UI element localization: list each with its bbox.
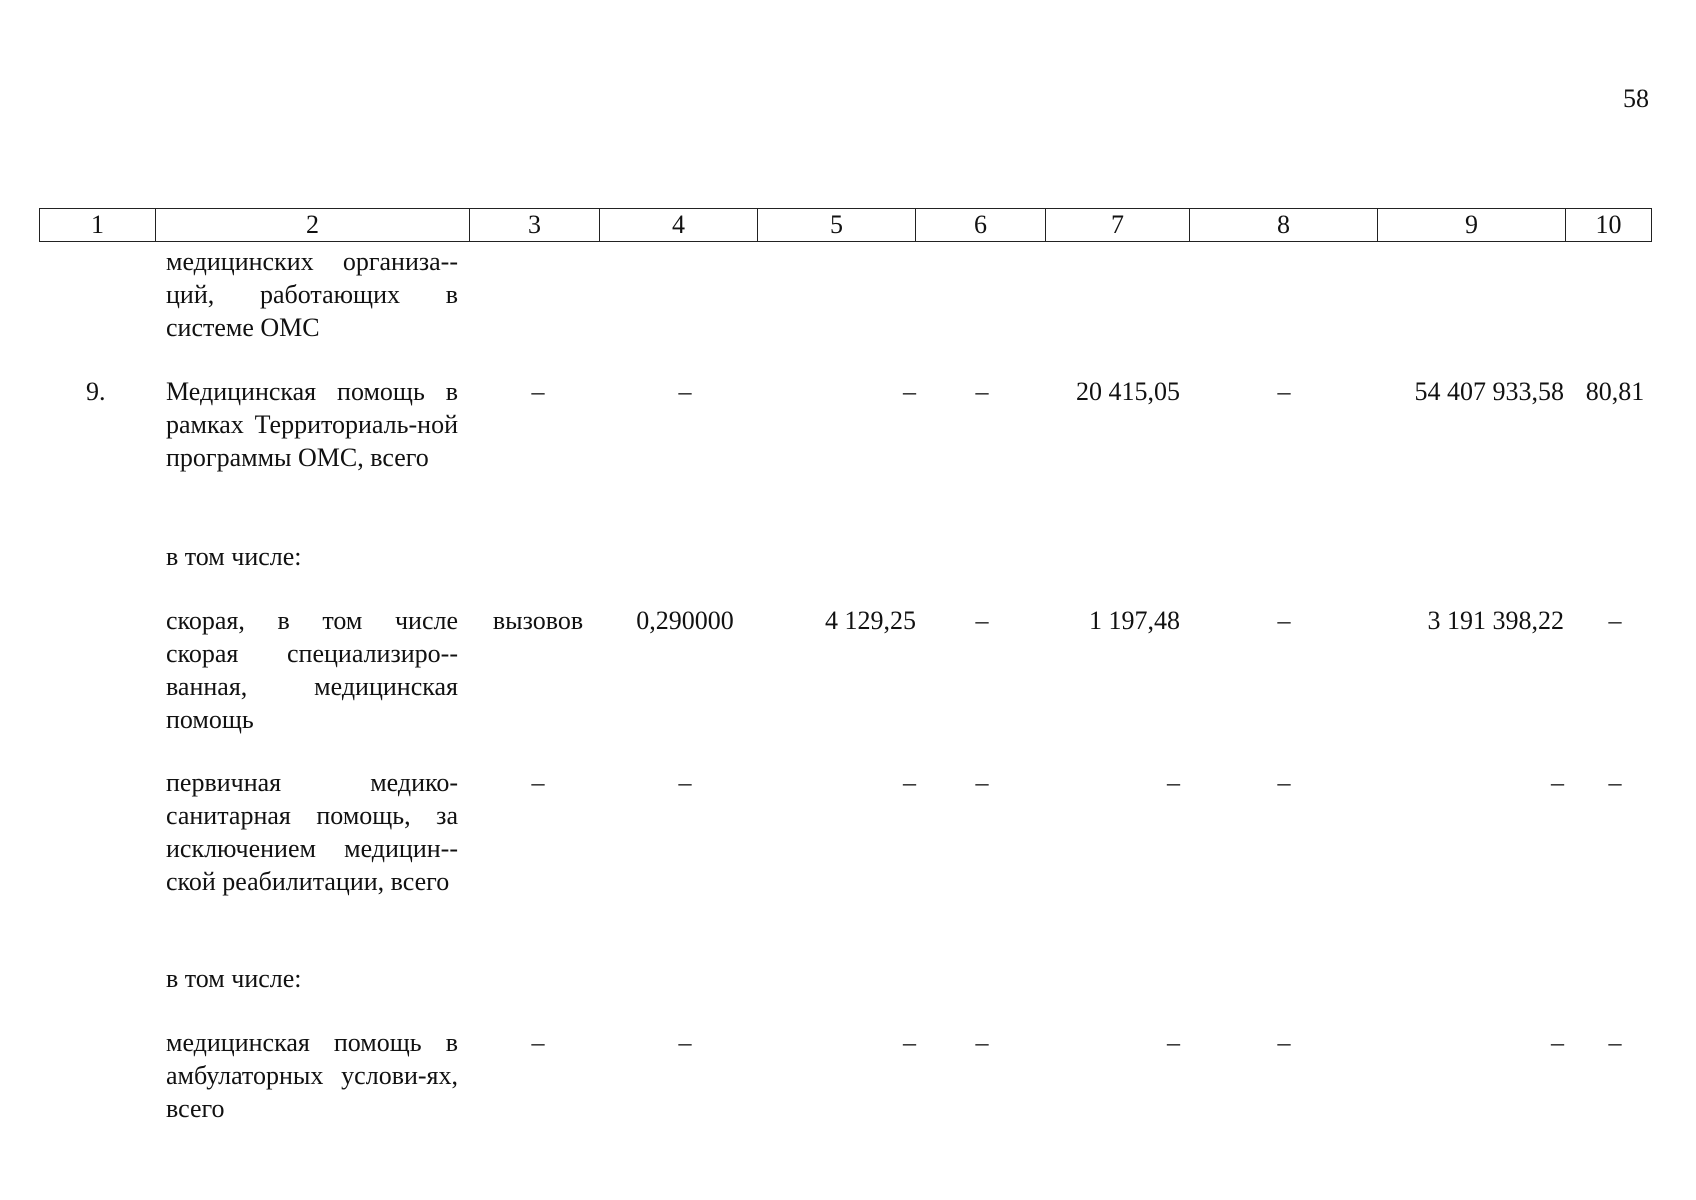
page-number: 58 [1623, 84, 1649, 113]
cell-col-9: 3 191 398,22 [1427, 606, 1564, 635]
column-number: 2 [156, 209, 470, 242]
column-number: 5 [758, 209, 916, 242]
column-number: 7 [1046, 209, 1190, 242]
row-description: медицинская помощь в амбулаторных услови-ях, всего [166, 1028, 458, 1123]
cell-col-5: – [903, 1028, 916, 1057]
cell-col-7: – [1167, 1028, 1180, 1057]
cell-col-9: – [1551, 768, 1564, 797]
cell-col-6: – [975, 768, 989, 797]
row-description: в том числе: [166, 964, 302, 993]
column-number: 4 [600, 209, 758, 242]
cell-col-8: – [1277, 1028, 1291, 1057]
cell-col-7: – [1167, 768, 1180, 797]
cell-col-4: – [678, 1028, 692, 1057]
cell-col-10: – [1608, 1028, 1622, 1057]
column-number-header [39, 208, 1652, 242]
row-description: Медицинская помощь в рамках Территориаль-ной программы ОМС, всего [166, 377, 458, 472]
column-number: 6 [916, 209, 1046, 242]
column-number: 8 [1190, 209, 1378, 242]
cell-col-3: – [531, 1028, 545, 1057]
column-number: 1 [40, 209, 156, 242]
column-number: 3 [470, 209, 600, 242]
cell-col-9: 54 407 933,58 [1414, 377, 1564, 406]
cell-col-4: – [678, 768, 692, 797]
cell-col-5: 4 129,25 [825, 606, 916, 635]
row-description: медицинских организа-ций, работающих в системе ОМС [166, 247, 458, 342]
cell-col-10: 80,81 [1585, 377, 1645, 406]
cell-col-3: – [531, 768, 545, 797]
cell-col-9: – [1551, 1028, 1564, 1057]
cell-col-10: – [1608, 606, 1622, 635]
row-description: первичная медико-санитарная помощь, за исключением медицин-ской реабилитации, всего [166, 768, 458, 896]
row-number: 9. [86, 377, 106, 406]
row-description: скорая, в том числе скорая специализиро-ванная, медицинская помощь [166, 606, 458, 734]
cell-col-4: – [678, 377, 692, 406]
column-number: 10 [1566, 209, 1652, 242]
cell-col-8: – [1277, 768, 1291, 797]
cell-col-6: – [975, 606, 989, 635]
cell-col-3: вызовов [492, 606, 584, 635]
cell-col-5: – [903, 377, 916, 406]
cell-col-3: – [531, 377, 545, 406]
row-description: в том числе: [166, 542, 302, 571]
column-number: 9 [1378, 209, 1566, 242]
cell-col-7: 1 197,48 [1089, 606, 1180, 635]
cell-col-4: 0,290000 [636, 606, 734, 635]
cell-col-10: – [1608, 768, 1622, 797]
cell-col-7: 20 415,05 [1076, 377, 1180, 406]
cell-col-6: – [975, 1028, 989, 1057]
cell-col-5: – [903, 768, 916, 797]
cell-col-6: – [975, 377, 989, 406]
cell-col-8: – [1277, 606, 1291, 635]
cell-col-8: – [1277, 377, 1291, 406]
